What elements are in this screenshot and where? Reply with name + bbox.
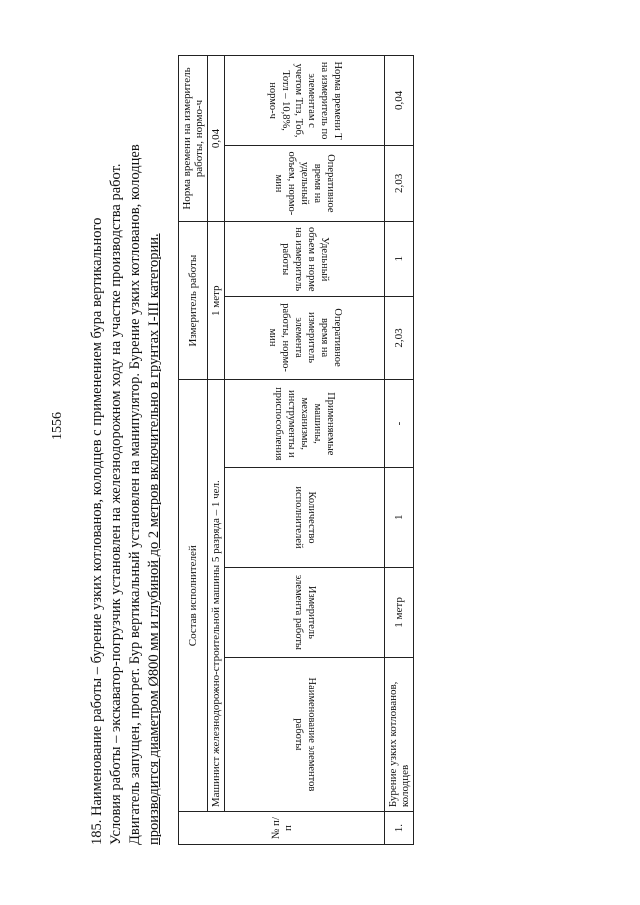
header-norm-value: 0,04: [208, 56, 225, 222]
col-norm-elem: Норма времени Т на измеритель по элементам с учетом Тпз, Тоб, Тотл – 10,8%, нормо-ч: [266, 61, 343, 140]
row-op-time: 2,03: [385, 296, 414, 380]
col-op-time: Оперативное время на измеритель элемента работы, нормо-мин: [266, 303, 343, 373]
row-machines: -: [385, 380, 414, 467]
rotated-document: [88, 55, 528, 845]
row-op-total: 2,03: [385, 145, 414, 221]
col-element-name: Наименование элементов работы: [292, 677, 317, 792]
row-volume: 1: [385, 222, 414, 297]
col-volume: Удельный объем в норме на измеритель работы: [279, 226, 330, 292]
row-num: 1.: [385, 812, 414, 845]
col-element-unit: Измеритель элемента работы: [292, 574, 317, 650]
norm-table: [178, 55, 414, 845]
row-workers: 1: [385, 467, 414, 567]
row-norm: 0,04: [385, 56, 414, 146]
row-unit: 1 метр: [385, 567, 414, 657]
col-op-total: Оперативное время на удельный объем, нормо-мин: [273, 151, 336, 216]
header-norm: Норма времени на измеритель работы, нормо-ч: [179, 56, 208, 222]
header-unit-value: 1 метр: [208, 222, 225, 380]
heading-title: 185. Наименование работы – бурение узких котлованов, колодцев с применением бура вертикального: [89, 217, 105, 845]
header-unit: Измеритель работы: [179, 222, 208, 380]
heading-conditions-2: Двигатель запущен, прогрет. Бур вертикальный установлен на манипулятор. Бурение узких котлованов, колодцев: [127, 144, 143, 845]
col-machines: Применяемые машины, механизмы, инструменты и приспособления: [273, 386, 336, 461]
header-staff-value: Машинист железнодорожно-строительной машины 5 разряда – 1 чел.: [208, 380, 225, 812]
table-row: [385, 56, 414, 845]
page-number: 1556: [50, 412, 65, 440]
heading-conditions: Условия работы – экскаватор-погрузчик установлен на железнодорожном ходу на участке производства работ.: [108, 163, 124, 845]
heading-conditions-3: производится диаметром Ø800 мм и глубиной до 2 метров включительно в грунтах I-III категории.: [146, 233, 162, 845]
header-staff: Состав исполнителей: [179, 380, 208, 812]
header-num: № п/п: [179, 812, 385, 845]
row-name: Бурение узких котлованов, колодцев: [385, 658, 414, 812]
heading: [88, 55, 164, 845]
col-workers: Количество исполнителей: [292, 486, 317, 549]
